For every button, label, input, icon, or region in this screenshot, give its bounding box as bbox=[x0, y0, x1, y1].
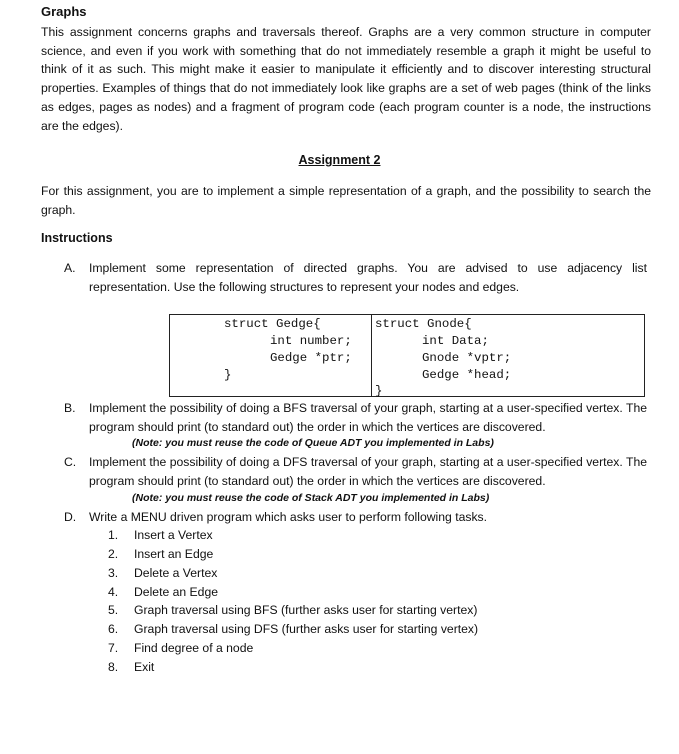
menu-item-number: 4. bbox=[108, 585, 119, 599]
menu-item-number: 5. bbox=[108, 603, 119, 617]
item-c-note bbox=[132, 492, 489, 504]
item-marker: C. bbox=[64, 455, 77, 469]
menu-item-label: Delete an Edge bbox=[134, 585, 219, 599]
menu-item-label: Insert an Edge bbox=[134, 547, 214, 561]
menu-item-label: Graph traversal using DFS (further asks user for starting vertex) bbox=[134, 622, 479, 636]
item-text: Write a MENU driven program which asks user to perform following tasks. bbox=[89, 510, 488, 524]
menu-item-label: Find degree of a node bbox=[134, 641, 254, 655]
code-line: Gedge *ptr; bbox=[270, 351, 352, 365]
instructions-title: Instructions bbox=[41, 231, 113, 245]
item-marker: D. bbox=[64, 510, 77, 524]
instruction-item-d bbox=[64, 508, 648, 528]
menu-item-number: 7. bbox=[108, 641, 119, 655]
menu-item-number: 8. bbox=[108, 660, 119, 674]
menu-item-number: 6. bbox=[108, 622, 119, 636]
item-text: Implement the possibility of doing a BFS traversal of your graph, starting at a user-specified vertex. The program should print (to standard out) the order in which the vertices are discovered. bbox=[89, 401, 647, 434]
item-text: Implement the possibility of doing a DFS traversal of your graph, starting at a user-specified vertex. The program should print (to standard out) the order in which the vertices are discovered. bbox=[89, 455, 647, 488]
page-heading: Graphs bbox=[41, 4, 87, 19]
instruction-item-c bbox=[64, 453, 648, 493]
code-line: Gedge *head; bbox=[422, 368, 512, 382]
menu-item-label: Delete a Vertex bbox=[134, 566, 218, 580]
menu-item-label: Graph traversal using BFS (further asks user for starting vertex) bbox=[134, 603, 478, 617]
assignment-title: Assignment 2 bbox=[298, 153, 381, 167]
instruction-item-b bbox=[64, 399, 648, 439]
note-text: (Note: you must reuse the code of Stack ADT you implemented in Labs) bbox=[132, 492, 490, 504]
menu-item-label: Exit bbox=[134, 660, 155, 674]
code-line: Gnode *vptr; bbox=[422, 351, 512, 365]
code-line: struct Gedge{ bbox=[224, 317, 321, 331]
item-text: Implement some representation of directed graphs. You are advised to use adjacency list representation. Use the following structures to represent your nodes and edges. bbox=[89, 261, 647, 294]
menu-item-number: 1. bbox=[108, 528, 119, 542]
instruction-item-a bbox=[64, 259, 648, 299]
lead-paragraph: For this assignment, you are to implement a simple representation of a graph, and the possibility to search the graph. bbox=[41, 184, 651, 217]
gedge-struct-cell bbox=[170, 315, 372, 396]
item-marker: A. bbox=[64, 261, 76, 275]
gnode-struct-cell bbox=[372, 315, 644, 396]
intro-paragraph: This assignment concerns graphs and traversals thereof. Graphs are a very common structure in computer science, and even if you work with something that do not immediately resemble a graph it might be useful to think of it as such. This might make it easier to manipulate it efficiently and to discover interesting structural properties. Examples of things that do not immediately look like graphs are a set of web pages (think of the links as edges, pages as nodes) and a fragment of program code (each program counter is a node, the instructions are the edges). bbox=[41, 25, 651, 133]
code-line: struct Gnode{ bbox=[375, 317, 472, 331]
item-marker: B. bbox=[64, 401, 76, 415]
menu-item-number: 3. bbox=[108, 566, 119, 580]
code-line: } bbox=[375, 384, 383, 398]
menu-item-label: Insert a Vertex bbox=[134, 528, 213, 542]
note-text: (Note: you must reuse the code of Queue ADT you implemented in Labs) bbox=[132, 437, 494, 449]
menu-item-number: 2. bbox=[108, 547, 119, 561]
struct-code-table bbox=[169, 314, 645, 397]
code-line: int Data; bbox=[422, 334, 489, 348]
code-line: } bbox=[224, 368, 232, 382]
code-line: int number; bbox=[270, 334, 352, 348]
item-b-note bbox=[132, 437, 494, 449]
